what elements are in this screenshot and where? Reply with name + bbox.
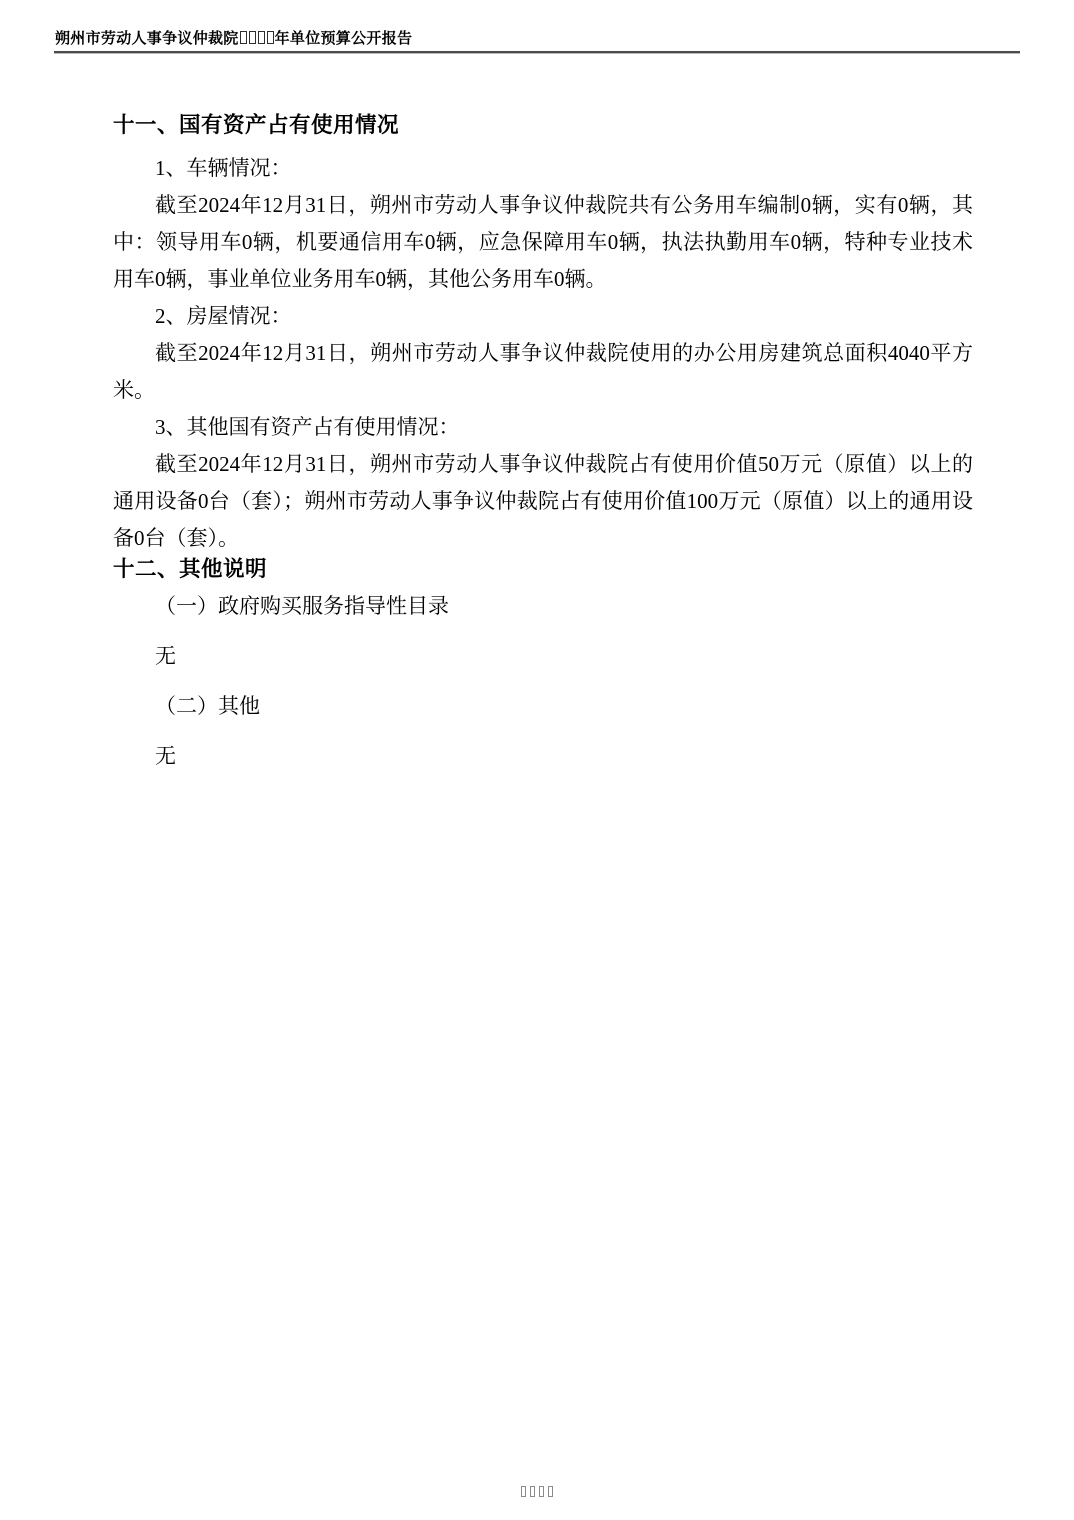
paragraph-other-assets-label: 3、其他国有资产占有使用情况： [155, 415, 460, 439]
page-header [55, 27, 412, 48]
header-divider-rule [54, 51, 1020, 54]
missing-glyph-box [548, 1486, 553, 1497]
paragraph-none-2: 无 [155, 744, 176, 768]
paragraph-vehicles-label: 1、车辆情况： [155, 156, 292, 180]
missing-glyph-box [267, 31, 274, 44]
section-heading-other-notes: 十二、其他说明 [113, 557, 268, 581]
paragraph-none-1: 无 [155, 644, 176, 668]
page-number-missing-glyph-run [519, 1484, 555, 1497]
section-heading-state-assets: 十一、国有资产占有使用情况 [113, 113, 400, 137]
missing-glyph-box [539, 1486, 544, 1497]
document-body [113, 110, 973, 788]
missing-glyph-box [530, 1486, 535, 1497]
paragraph-other-label: （二）其他 [155, 694, 260, 718]
header-title-suffix: 年单位预算公开报告 [274, 30, 413, 47]
header-missing-glyph-run [239, 30, 275, 47]
paragraph-vehicles-detail: 截至2024年12月31日，朔州市劳动人事争议仲裁院共有公务用车编制0辆，实有0辆，其中：领导用车0辆，机要通信用车0辆，应急保障用车0辆，执法执勤用车0辆，特种专业技术用车0辆，事业单位业务用车0辆，其他公务用车0辆。 [113, 193, 973, 291]
paragraph-other-assets-detail: 截至2024年12月31日，朔州市劳动人事争议仲裁院占有使用价值50万元（原值）以上的通用设备0台（套）；朔州市劳动人事争议仲裁院占有使用价值100万元（原值）以上的通用设备0台（套）。 [113, 452, 973, 550]
paragraph-gov-purchase-catalog: （一）政府购买服务指导性目录 [155, 594, 449, 618]
paragraph-housing-detail: 截至2024年12月31日，朔州市劳动人事争议仲裁院使用的办公用房建筑总面积4040平方米。 [113, 341, 973, 402]
page-footer [0, 1484, 1074, 1497]
missing-glyph-box [249, 31, 256, 44]
missing-glyph-box [521, 1486, 526, 1497]
paragraph-housing-label: 2、房屋情况： [155, 304, 292, 328]
header-title-prefix: 朔州市劳动人事争议仲裁院 [55, 30, 239, 47]
missing-glyph-box [240, 31, 247, 44]
missing-glyph-box [258, 31, 265, 44]
